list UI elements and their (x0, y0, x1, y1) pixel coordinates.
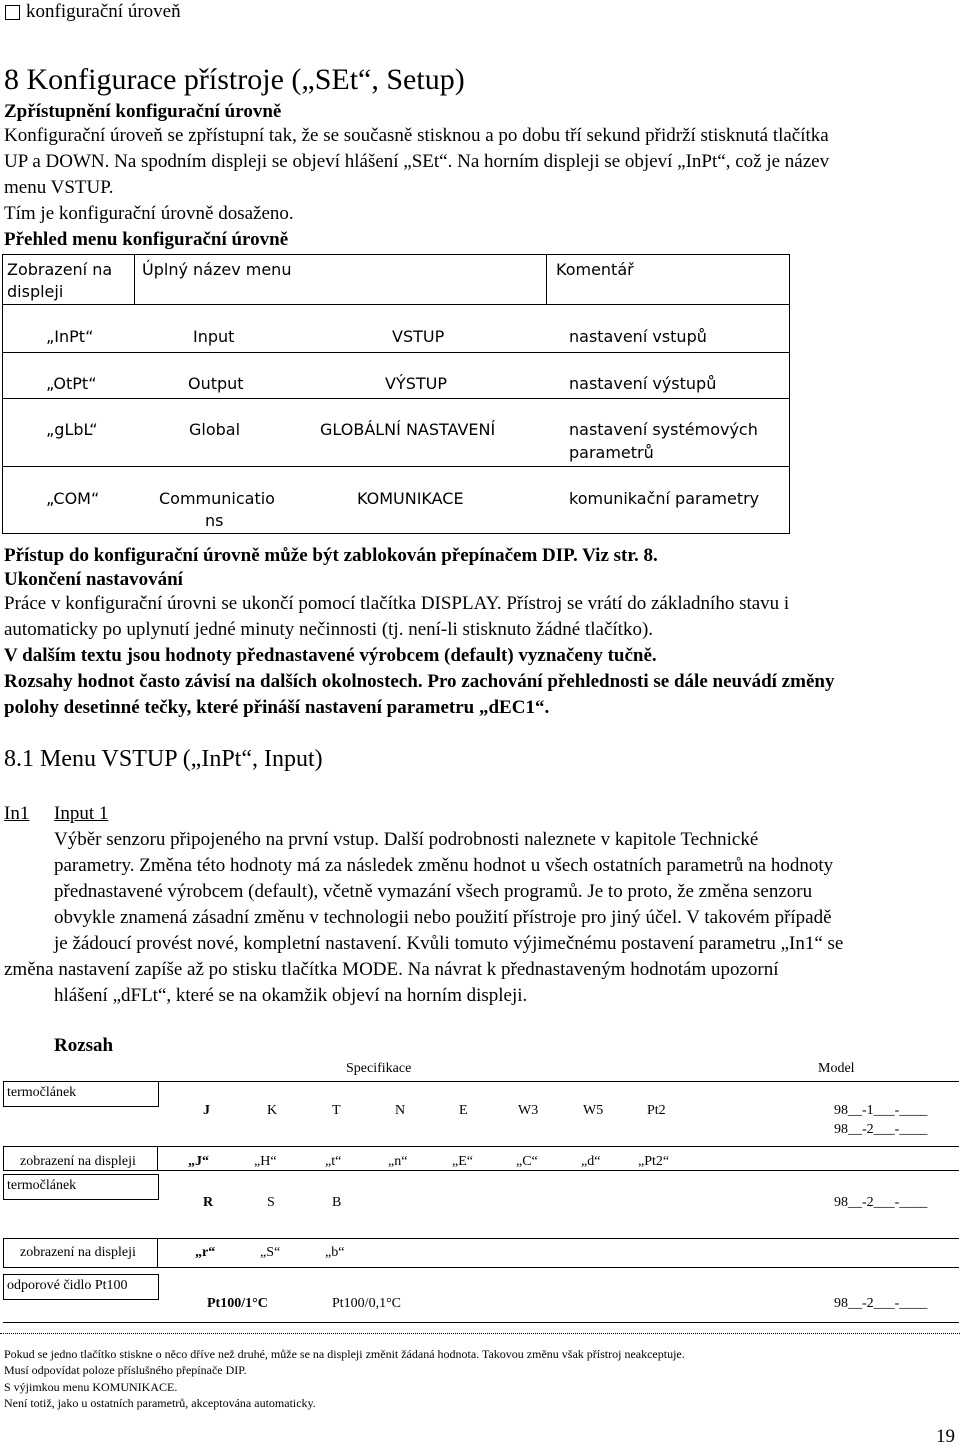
spec-header: Specifikace (346, 1061, 412, 1076)
cell-comment: parametrů (569, 443, 654, 462)
sensor-type: Pt100/1°C (207, 1296, 268, 1311)
footnote-divider (0, 1333, 960, 1334)
cell-display: „OtPt“ (46, 374, 97, 393)
display-code: „J“ (188, 1154, 209, 1169)
section-header-label: konfigurační úroveň (26, 1, 181, 22)
cell-name: Global (189, 420, 241, 439)
subheading-access: Zpřístupnění konfigurační úrovně (4, 101, 282, 122)
display-code: „H“ (254, 1154, 277, 1169)
display-label: zobrazení na displeji (20, 1245, 136, 1260)
cell-cz: VÝSTUP (385, 374, 448, 393)
model-code: 98__-2___-____ (834, 1296, 928, 1311)
display-code: „d“ (581, 1154, 601, 1169)
decimal-note: Pro zachování přehlednosti se dále neuvádí změny (422, 671, 835, 692)
cell-name: Input (193, 327, 235, 346)
footnote: S výjimkou menu KOMUNIKACE. (4, 1380, 178, 1394)
table-header-name: Úplný název menu (142, 260, 292, 279)
display-label: zobrazení na displeji (20, 1154, 136, 1169)
page-number: 19 (936, 1426, 955, 1447)
footnote: Musí odpovídat poloze příslušného přepínače DIP. (4, 1363, 247, 1377)
sensor-type: S (267, 1195, 275, 1210)
sensor-type: E (459, 1103, 468, 1118)
sensor-type: K (267, 1103, 278, 1118)
table-header-comment: Komentář (556, 260, 634, 279)
table-header-display: Zobrazení na (7, 260, 113, 279)
model-code: 98__-2___-____ (834, 1195, 928, 1210)
cell-comment: nastavení vstupů (569, 327, 707, 346)
model-code: 98__-1___-____ (834, 1103, 928, 1118)
range-title: Rozsah (54, 1035, 114, 1056)
paragraph-line: hlášení „dFLt“, které se na okamžik objeví na horním displeji. (54, 985, 528, 1006)
display-code: „C“ (516, 1154, 538, 1169)
cell-display: „gLbL“ (46, 420, 98, 439)
param-code: In1 (4, 803, 30, 824)
cell-comment: komunikační parametry (569, 489, 760, 508)
cell-cz: GLOBÁLNÍ NASTAVENÍ (320, 420, 496, 439)
model-header: Model (818, 1061, 855, 1076)
paragraph-line: je žádoucí provést nové, kompletní nastavení. Kvůli tomuto výjimečnému postavení parametru „In1“ se (54, 933, 844, 954)
sensor-type: R (203, 1195, 214, 1210)
table-header-display: displeji (7, 282, 64, 301)
sensor-type: J (203, 1103, 210, 1118)
param-name: Input 1 (54, 803, 109, 824)
paragraph-line (4, 670, 834, 694)
paragraph-line: Výběr senzoru připojeného na první vstup. Další podrobnosti naleznete v kapitole Technické (54, 829, 759, 850)
paragraph-line: obvykle znamená zásadní změnu v technologii nebo použití přístroje pro jiný účel. V takovém případě (54, 907, 832, 928)
paragraph-line: automaticky po uplynutí jedné minuty nečinnosti (tj. není-li stisknuto žádné tlačítko). (4, 619, 654, 640)
cell-cz: KOMUNIKACE (357, 489, 464, 508)
cell-comment: nastavení systémových (569, 420, 758, 439)
paragraph-line: přednastavené výrobcem (default), včetně vymazání všech programů. Je to proto, že změna senzoru (54, 881, 813, 902)
paragraph-line: UP a DOWN. Na spodním displeji se objeví hlášení „SEt“. Na horním displeji se objeví „InPt“, což je název (4, 151, 830, 172)
cell-display: „InPt“ (46, 327, 94, 346)
checkbox-icon[interactable] (5, 5, 20, 20)
sensor-type: Pt100/0,1°C (332, 1296, 402, 1311)
sensor-type: N (395, 1103, 406, 1118)
sensor-type: T (332, 1103, 341, 1118)
thermo-label: termočlánek (7, 1178, 77, 1193)
sensor-type: B (332, 1195, 342, 1210)
model-code: 98__-2___-____ (834, 1122, 928, 1137)
sensor-type: Pt2 (647, 1103, 666, 1118)
default-note: V dalším textu jsou hodnoty přednastavené výrobcem (default) vyznačeny tučně. (4, 645, 657, 666)
display-code: „n“ (388, 1154, 408, 1169)
dip-note: Přístup do konfigurační úrovně může být zablokován přepínačem DIP. Viz str. 8. (4, 545, 658, 566)
footnote: Pokud se jedno tlačítko stiskne o něco dříve než druhé, může se na displeji změnit žádaná hodnota. Takovou změnu však přístroj neakceptuje. (4, 1347, 685, 1361)
paragraph-line: menu VSTUP. (4, 177, 114, 198)
sensor-type: W3 (518, 1103, 539, 1118)
paragraph-line: Konfigurační úroveň se zpřístupní tak, že se současně stisknou a po dobu tří sekund přidrží stisknutá tlačítka (4, 125, 829, 146)
paragraph-line: polohy desetinné tečky, které přináší nastavení parametru „dEC1“. (4, 697, 550, 718)
display-code: „S“ (260, 1245, 281, 1260)
cell-name: ns (205, 511, 224, 530)
paragraph-line: změna nastavení zapíše až po stisku tlačítka MODE. Na návrat k přednastaveným hodnotám upozorní (4, 959, 779, 980)
cell-name: Communicatio (159, 489, 275, 508)
subheading-overview: Přehled menu konfigurační úrovně (4, 229, 289, 250)
range-note: Rozsahy hodnot často závisí na dalších okolnostech. (4, 671, 423, 692)
display-code: „Pt2“ (638, 1154, 670, 1169)
paragraph-line: parametry. Změna této hodnoty má za následek změnu hodnot u všech ostatních parametrů na hodnoty (54, 855, 834, 876)
display-code: „b“ (325, 1245, 345, 1260)
rtd-label: odporové čidlo Pt100 (7, 1278, 128, 1293)
page-title: 8 Konfigurace přístroje („SEt“, Setup) (4, 63, 465, 96)
cell-name: Output (188, 374, 244, 393)
section-heading: 8.1 Menu VSTUP („InPt“, Input) (4, 746, 323, 772)
cell-display: „COM“ (46, 489, 100, 508)
display-code: „r“ (195, 1245, 216, 1260)
subheading-end: Ukončení nastavování (4, 569, 183, 590)
thermo-label: termočlánek (7, 1085, 77, 1100)
display-code: „t“ (325, 1154, 342, 1169)
paragraph-line: Tím je konfigurační úrovně dosaženo. (4, 203, 294, 224)
paragraph-line: Práce v konfigurační úrovni se ukončí pomocí tlačítka DISPLAY. Přístroj se vrátí do základního stavu i (4, 593, 790, 614)
cell-comment: nastavení výstupů (569, 374, 717, 393)
footnote: Není totiž, jako u ostatních parametrů, akceptována automaticky. (4, 1396, 316, 1410)
sensor-type: W5 (583, 1103, 604, 1118)
display-code: „E“ (452, 1154, 473, 1169)
cell-cz: VSTUP (392, 327, 445, 346)
